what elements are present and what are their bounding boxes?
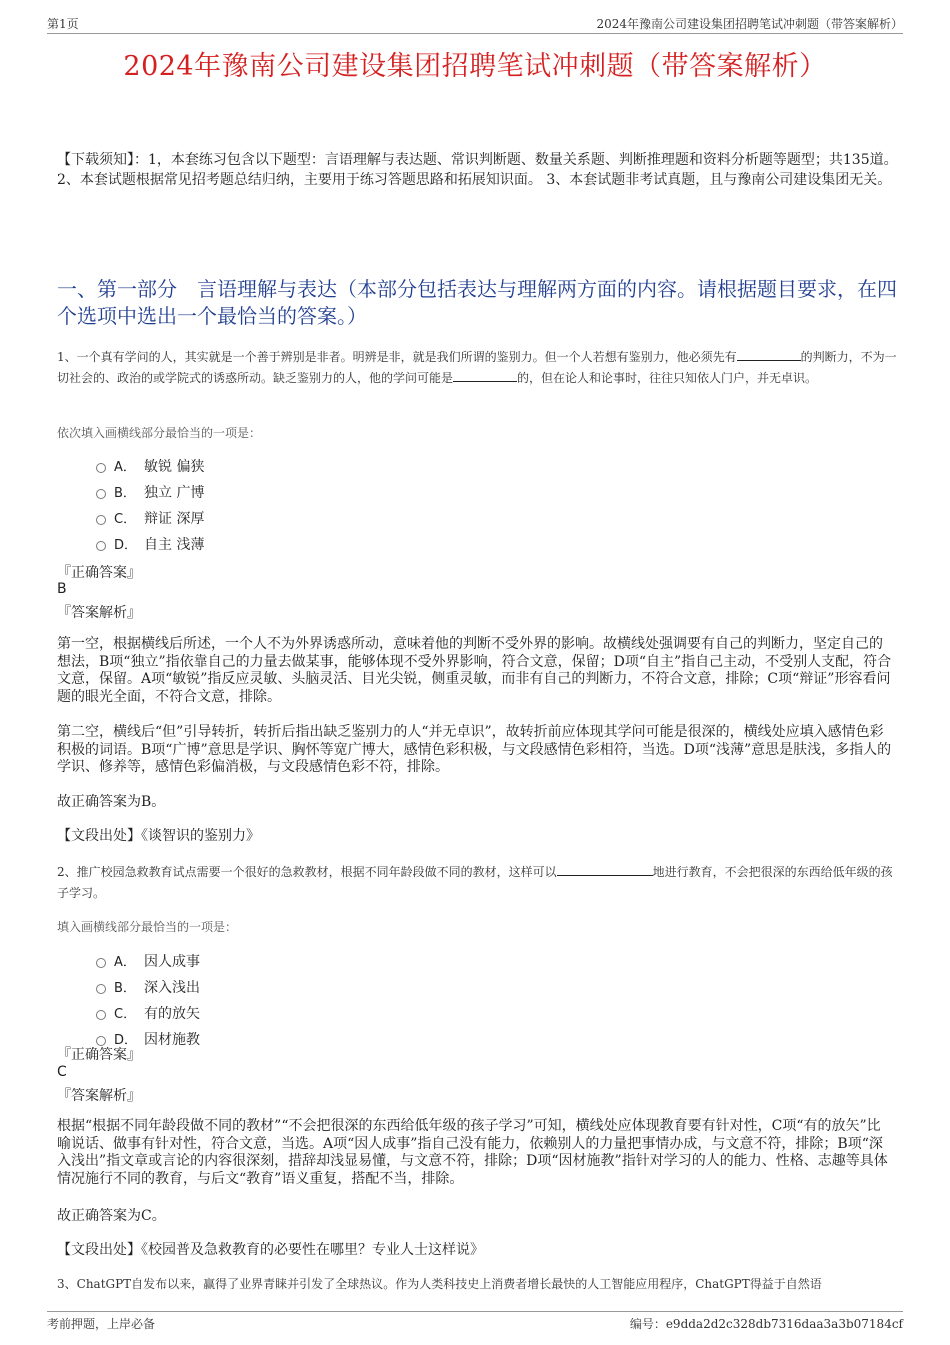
option-letter: A． xyxy=(114,460,136,475)
q1-source: 【文段出处】《谈智识的鉴别力》 xyxy=(57,828,260,844)
question-2-text xyxy=(57,862,899,904)
download-notice: 【下载须知】：1，本套练习包含以下题型：言语理解与表达题、常识判断题、数量关系题、判断推理题和资料分析题等题型；共135道。 2、本套试题根据常见招考题总结归纳，主要用于练习答题思路和拓展知识面。 3、本套试题非考试真题，且与豫南公司建设集团无关。 xyxy=(57,152,898,188)
q2-analysis-label: 『答案解析』 xyxy=(57,1088,141,1104)
q1-analysis-paragraph-2: 第二空，横线后“但”引导转折，转折后指出缺乏鉴别力的人“并无卓识”，故转折前应体现其学问可能是很深的，横线处应填入感情色彩积极的词语。B项“广博”意思是学识、胸怀等宽广博大，感情色彩积极，与文段感情色彩相符，当选。D项“浅薄”意思是肤浅，多指人的学识、修养等，感情色彩偏消极，与文段感情色彩不符，排除。 xyxy=(57,724,892,775)
header-doc-title: 2024年豫南公司建设集团招聘笔试冲刺题（带答案解析） xyxy=(596,17,903,31)
option-letter: C． xyxy=(114,1007,137,1022)
page-number: 第1页 xyxy=(47,17,79,31)
page-footer xyxy=(47,1311,903,1334)
option-text: 有的放矢 xyxy=(144,1006,200,1022)
question-1-text-part-b: 的判断力，不为一切社会的、政治的或学院式的诱惑所动。缺乏鉴别力的人，他的学问可能是 xyxy=(57,350,897,385)
page-header xyxy=(47,13,903,34)
q2-analysis-paragraph-1: 根据“根据不同年龄段做不同的教材”“不会把很深的东西给低年级的孩子学习”可知，横线处应体现教育要有针对性，C项“有的放矢”比喻说话、做事有针对性，符合文意，当选。A项“因人成事”指自己没有能力，依赖别人的力量把事情办成，与文意不符，排除；B项“深入浅出”指文章或言论的内容很深刻，措辞却浅显易懂，与文意不符，排除；D项“因材施教”指针对学习的人的能力、性格、志趣等具体情况施行不同的教育，与后文“教育”语义重复，搭配不当，排除。 xyxy=(57,1118,888,1187)
question-1-instruction: 依次填入画横线部分最恰当的一项是： xyxy=(57,426,262,440)
footer-slogan: 考前押题，上岸必备 xyxy=(47,1317,156,1331)
section-heading: 一、第一部分 言语理解与表达（本部分包括表达与理解两方面的内容。请根据题目要求，在四个选项中选出一个最恰当的答案。） xyxy=(57,277,897,328)
question-2-text-part-a: 2、推广校园急救教育试点需要一个很好的急救教材，根据不同年龄段做不同的教材，这样可以 xyxy=(57,865,557,879)
option-letter: C． xyxy=(114,512,137,527)
question-1-text xyxy=(57,347,899,389)
question-2-instruction: 填入画横线部分最恰当的一项是： xyxy=(57,920,238,934)
radio-icon[interactable] xyxy=(96,541,106,551)
q2-answer-label: 『正确答案』 xyxy=(57,1047,141,1063)
option-letter: D． xyxy=(114,1033,138,1048)
option-text: 深入浅出 xyxy=(144,980,200,996)
q1-answer: B xyxy=(57,581,67,597)
question-1-text-part-c: 的，但在论人和论事时，往往只知依人门户，并无卓识。 xyxy=(517,371,818,385)
q2-answer: C xyxy=(57,1064,67,1080)
question-3-text: 3、ChatGPT自发布以来，赢得了业界青睐并引发了全球热议。作为人类科技史上消费者增长最快的人工智能应用程序，ChatGPT得益于自然语 xyxy=(57,1277,822,1291)
document-title: 2024年豫南公司建设集团招聘笔试冲刺题（带答案解析） xyxy=(123,51,827,82)
q2-conclusion: 故正确答案为C。 xyxy=(57,1208,166,1224)
option-text: 因材施教 xyxy=(144,1032,200,1048)
q1-conclusion: 故正确答案为B。 xyxy=(57,794,166,810)
radio-icon[interactable] xyxy=(96,958,106,968)
blank-1 xyxy=(737,348,801,361)
option-text: 自主 浅薄 xyxy=(144,537,205,553)
blank-3 xyxy=(557,863,653,876)
question-1-text-part-a: 1、一个真有学问的人，其实就是一个善于辨别是非者。明辨是非，就是我们所谓的鉴别力。但一个人若想有鉴别力，他必须先有 xyxy=(57,350,737,364)
question-2-text-part-b: 地进行教育，不会把很深的东西给低年级的孩子学习。 xyxy=(57,865,893,900)
q1-answer-label: 『正确答案』 xyxy=(57,565,141,581)
radio-icon[interactable] xyxy=(96,515,106,525)
footer-document-id: 编号：e9dda2d2c328db7316daa3a3b07184cf xyxy=(629,1317,903,1331)
q2-source: 【文段出处】《校园普及急救教育的必要性在哪里？专业人士这样说》 xyxy=(57,1242,484,1258)
option-text: 独立 广博 xyxy=(144,485,205,501)
option-text: 辩证 深厚 xyxy=(144,511,205,527)
option-letter: B． xyxy=(114,486,136,501)
option-letter: B． xyxy=(114,981,136,996)
radio-icon[interactable] xyxy=(96,489,106,499)
radio-icon[interactable] xyxy=(96,984,106,994)
q1-analysis-paragraph-1: 第一空，根据横线后所述，一个人不为外界诱惑所动，意味着他的判断不受外界的影响。故横线处强调要有自己的判断力，坚定自己的想法，B项“独立”指依靠自己的力量去做某事，能够体现不受外界影响，符合文意，保留；D项“自主”指自己主动，不受别人支配，符合文意，保留。A项“敏锐”指反应灵敏、头脑灵活、目光尖锐，侧重灵敏，而非有自己的判断力，不符合文意，排除；C项“辩证”形容看问题的眼光全面，不符合文意，排除。 xyxy=(57,636,892,705)
option-letter: D． xyxy=(114,538,138,553)
option-text: 因人成事 xyxy=(144,954,200,970)
q1-analysis-label: 『答案解析』 xyxy=(57,605,141,621)
radio-icon[interactable] xyxy=(96,463,106,473)
blank-2 xyxy=(453,369,517,382)
radio-icon[interactable] xyxy=(96,1010,106,1020)
option-text: 敏锐 偏狭 xyxy=(144,459,205,475)
option-letter: A． xyxy=(114,955,136,970)
